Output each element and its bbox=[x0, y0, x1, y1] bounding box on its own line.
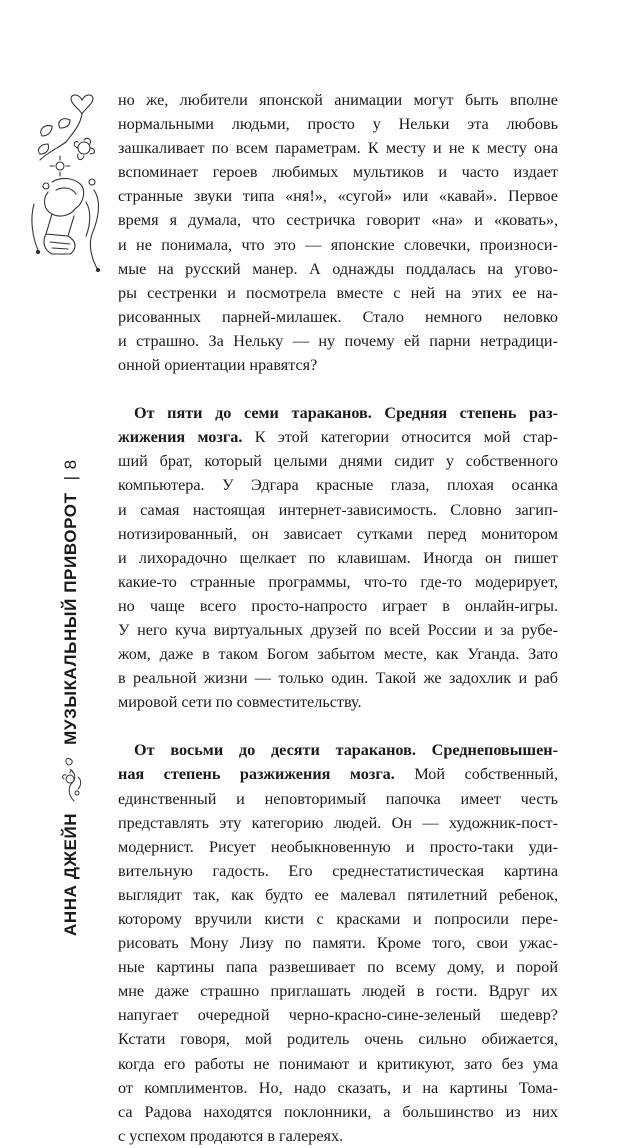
text-line bbox=[118, 401, 558, 425]
section-heading: От пяти до семи тараканов. Средняя степень раз- bbox=[134, 404, 558, 423]
text-line: представлять эту категорию людей. Он — художник-пост- bbox=[118, 813, 558, 832]
text-line: нормальными людьми, просто у Нельки эта любовь bbox=[118, 115, 558, 134]
section-heading: ная степень разжижения мозга. bbox=[118, 765, 395, 784]
text-line: са Радова находятся поклонники, а большинство из них bbox=[118, 1102, 558, 1121]
running-head bbox=[56, 382, 86, 942]
text-line: и страшно. За Нельку — ну почему ей парни нетрадици- bbox=[118, 331, 558, 350]
running-head-title: МУЗЫКАЛЬНЫЙ ПРИВОРОТ bbox=[61, 492, 80, 745]
paragraph-3 bbox=[118, 738, 558, 1148]
text-line: компьютера. У Эдгара красные глаза, плохая осанка bbox=[118, 476, 558, 495]
running-head-author: АННА ДЖЕЙН bbox=[61, 812, 80, 936]
text-line: рисовать Мону Лизу по памяти. Кроме того, свои ужас- bbox=[118, 934, 558, 953]
text-line: ная степень разжижения мозга. Мой собственный, bbox=[118, 765, 558, 784]
floral-flourish-icon bbox=[58, 753, 84, 805]
running-head-separator: | bbox=[61, 475, 80, 481]
section-heading: жижения мозга. bbox=[118, 428, 243, 447]
text-line: мые на русский манер. А однажды поддалась на угово- bbox=[118, 259, 558, 278]
text-line: странные звуки типа «ня!», «сугой» или «кавай». Первое bbox=[118, 187, 558, 206]
text-line: напугает очередной черно-красно-сине-зеленый шедевр? bbox=[118, 1006, 558, 1025]
text-line: когда его работы не понимают и критикуют, зато без ума bbox=[118, 1054, 558, 1073]
text-line: время я думала, что сестричка говорит «на» и «ковать», bbox=[118, 211, 558, 230]
floral-hand-ornament-icon bbox=[22, 86, 112, 274]
text-line: ры сестренки и посмотрела вместе с ней на этих ее на- bbox=[118, 283, 558, 302]
text-line: У него куча виртуальных друзей по всей России и за рубе- bbox=[118, 620, 558, 639]
text-line: жижения мозга. К этой категории относится мой стар- bbox=[118, 428, 558, 447]
text-line: но же, любители японской анимации могут быть вполне bbox=[118, 91, 558, 109]
text-line bbox=[118, 738, 558, 762]
text-line: жом, даже в таком Богом забытом месте, как Уганда. Зато bbox=[118, 645, 558, 664]
text-line: в реальной жизни — только один. Такой же задохлик и раб bbox=[118, 669, 558, 688]
text-line: нотизированный, он зависает сутками перед монитором bbox=[118, 524, 558, 543]
text-line: вспоминает героев любимых мультиков и часто издает bbox=[118, 163, 558, 182]
running-head-bar bbox=[56, 382, 86, 942]
text-line: и не понимала, что это — японские словечки, произноси- bbox=[118, 235, 558, 254]
text-line: но чаще всего просто-напросто играет в онлайн-игры. bbox=[118, 596, 558, 615]
text-line: с успехом продаются в галереях. bbox=[118, 1126, 344, 1145]
text-line: которому вручили кисти с красками и попросили пере- bbox=[118, 910, 558, 928]
text-line: и самая настоящая интернет-зависимость. Словно загип- bbox=[118, 500, 558, 519]
text-line: Кстати говоря, мой родитель очень сильно обижается, bbox=[118, 1030, 558, 1049]
body-text bbox=[118, 88, 558, 1148]
text-line: вительную гадость. Его среднестатистическая картина bbox=[118, 861, 558, 880]
text-line: модернист. Рисует необыкновенную и просто-таки уди- bbox=[118, 837, 558, 856]
text-line: выглядит так, как будто ее малевал пятилетний ребенок, bbox=[118, 885, 558, 904]
paragraph-2 bbox=[118, 401, 558, 714]
text-line: ные картины папа развешивает по всему дому, и порой bbox=[118, 958, 558, 977]
section-heading: От восьми до десяти тараканов. Среднеповышен- bbox=[134, 741, 558, 760]
text-line: мне даже страшно приглашать людей в гости. Вдруг их bbox=[118, 982, 558, 1001]
text-line: какие-то странные программы, что-то где-то модерирует, bbox=[118, 572, 558, 591]
text-line: рисованных парней-милашек. Стало немного неловко bbox=[118, 307, 558, 326]
page-number: 8 bbox=[61, 459, 80, 470]
text-line: онной ориентации нравятся? bbox=[118, 356, 318, 375]
paragraph-1 bbox=[118, 88, 558, 377]
text-line: единственный и неповторимый папочка имеет честь bbox=[118, 789, 558, 808]
text-line: ший брат, который целыми днями сидит у собственного bbox=[118, 452, 558, 471]
text-line: зашкаливает по всем параметрам. К месту и не к месту она bbox=[118, 139, 558, 158]
text-line: и лихорадочно щелкает по клавишам. Иногда он пишет bbox=[118, 548, 558, 567]
text-line: мировой сети по совместительству. bbox=[118, 693, 362, 712]
text-line: от комплиментов. Но, надо сказать, и на картины Тома- bbox=[118, 1078, 558, 1097]
